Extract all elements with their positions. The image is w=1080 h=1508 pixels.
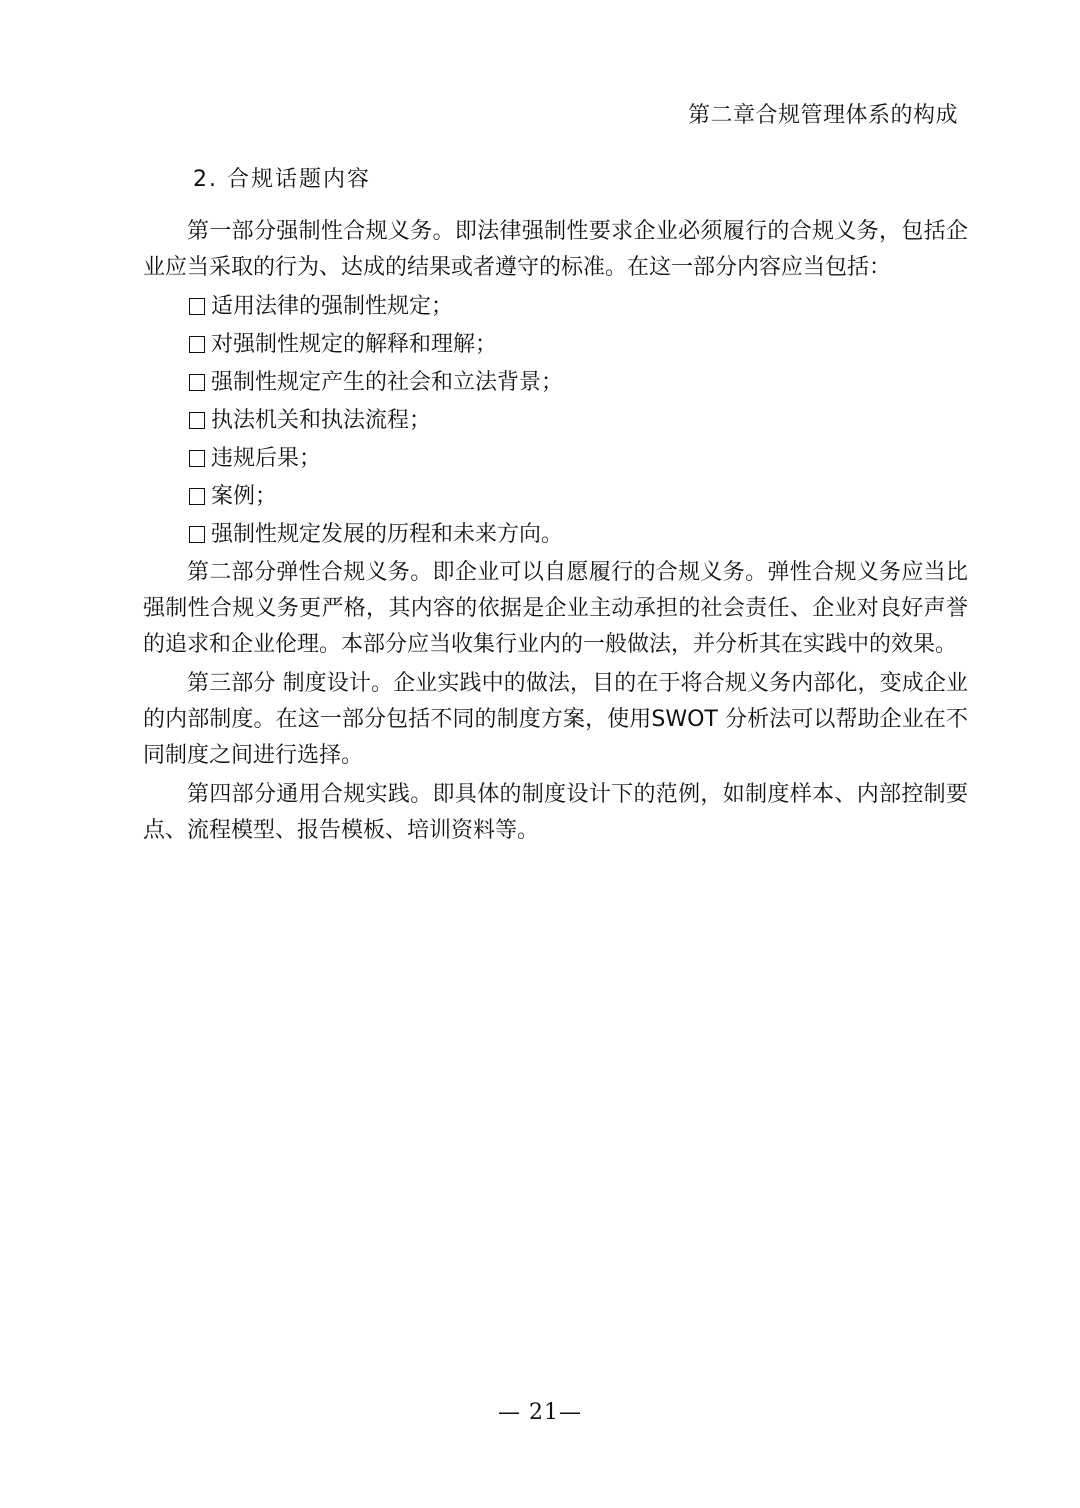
list-item [143, 441, 968, 477]
list-item-text: 执法机关和执法流程； [211, 408, 432, 433]
checkbox-icon [189, 526, 205, 543]
list-item-text: 对强制性规定的解释和理解； [211, 332, 498, 357]
part1-paragraph: 第一部分强制性合规义务。即法律强制性要求企业必须履行的合规义务，包括企业应当采取的行为、达成的结果或者遵守的标准。在这一部分内容应当包括： [143, 219, 968, 280]
checkbox-icon [189, 488, 205, 505]
checkbox-icon [189, 450, 205, 467]
part1-list [143, 289, 968, 553]
list-item-text: 强制性规定产生的社会和立法背景； [211, 370, 564, 395]
list-item [143, 365, 968, 401]
section-title: 2. 合规话题内容 [193, 167, 371, 192]
list-item-text: 强制性规定发展的历程和未来方向。 [211, 522, 564, 547]
list-item-text: 违规后果； [211, 446, 322, 471]
page-number: — 21— [498, 1400, 582, 1425]
list-item [143, 403, 968, 439]
part3-paragraph: 第三部分 制度设计。企业实践中的做法，目的在于将合规义务内部化，变成企业的内部制度。在这一部分包括不同的制度方案，使用SWOT 分析法可以帮助企业在不同制度之间进行选择。 [143, 671, 968, 768]
checkbox-icon [189, 374, 205, 391]
checkbox-icon [189, 336, 205, 353]
list-item [143, 289, 968, 325]
list-item-text: 案例； [211, 484, 278, 509]
part4-paragraph: 第四部分通用合规实践。即具体的制度设计下的范例，如制度样本、内部控制要点、流程模型、报告模板、培训资料等。 [143, 782, 968, 843]
checkbox-icon [189, 298, 205, 315]
part2-paragraph: 第二部分弹性合规义务。即企业可以自愿履行的合规义务。弹性合规义务应当比强制性合规义务更严格，其内容的依据是企业主动承担的社会责任、企业对良好声誉的追求和企业伦理。本部分应当收集行业内的一般做法，并分析其在实践中的效果。 [143, 560, 968, 657]
list-item [143, 327, 968, 363]
list-item [143, 479, 968, 515]
list-item-text: 适用法律的强制性规定； [211, 294, 454, 319]
running-header: 第二章合规管理体系的构成 [687, 103, 958, 128]
body-text [143, 214, 968, 852]
checkbox-icon [189, 412, 205, 429]
list-item [143, 517, 968, 553]
